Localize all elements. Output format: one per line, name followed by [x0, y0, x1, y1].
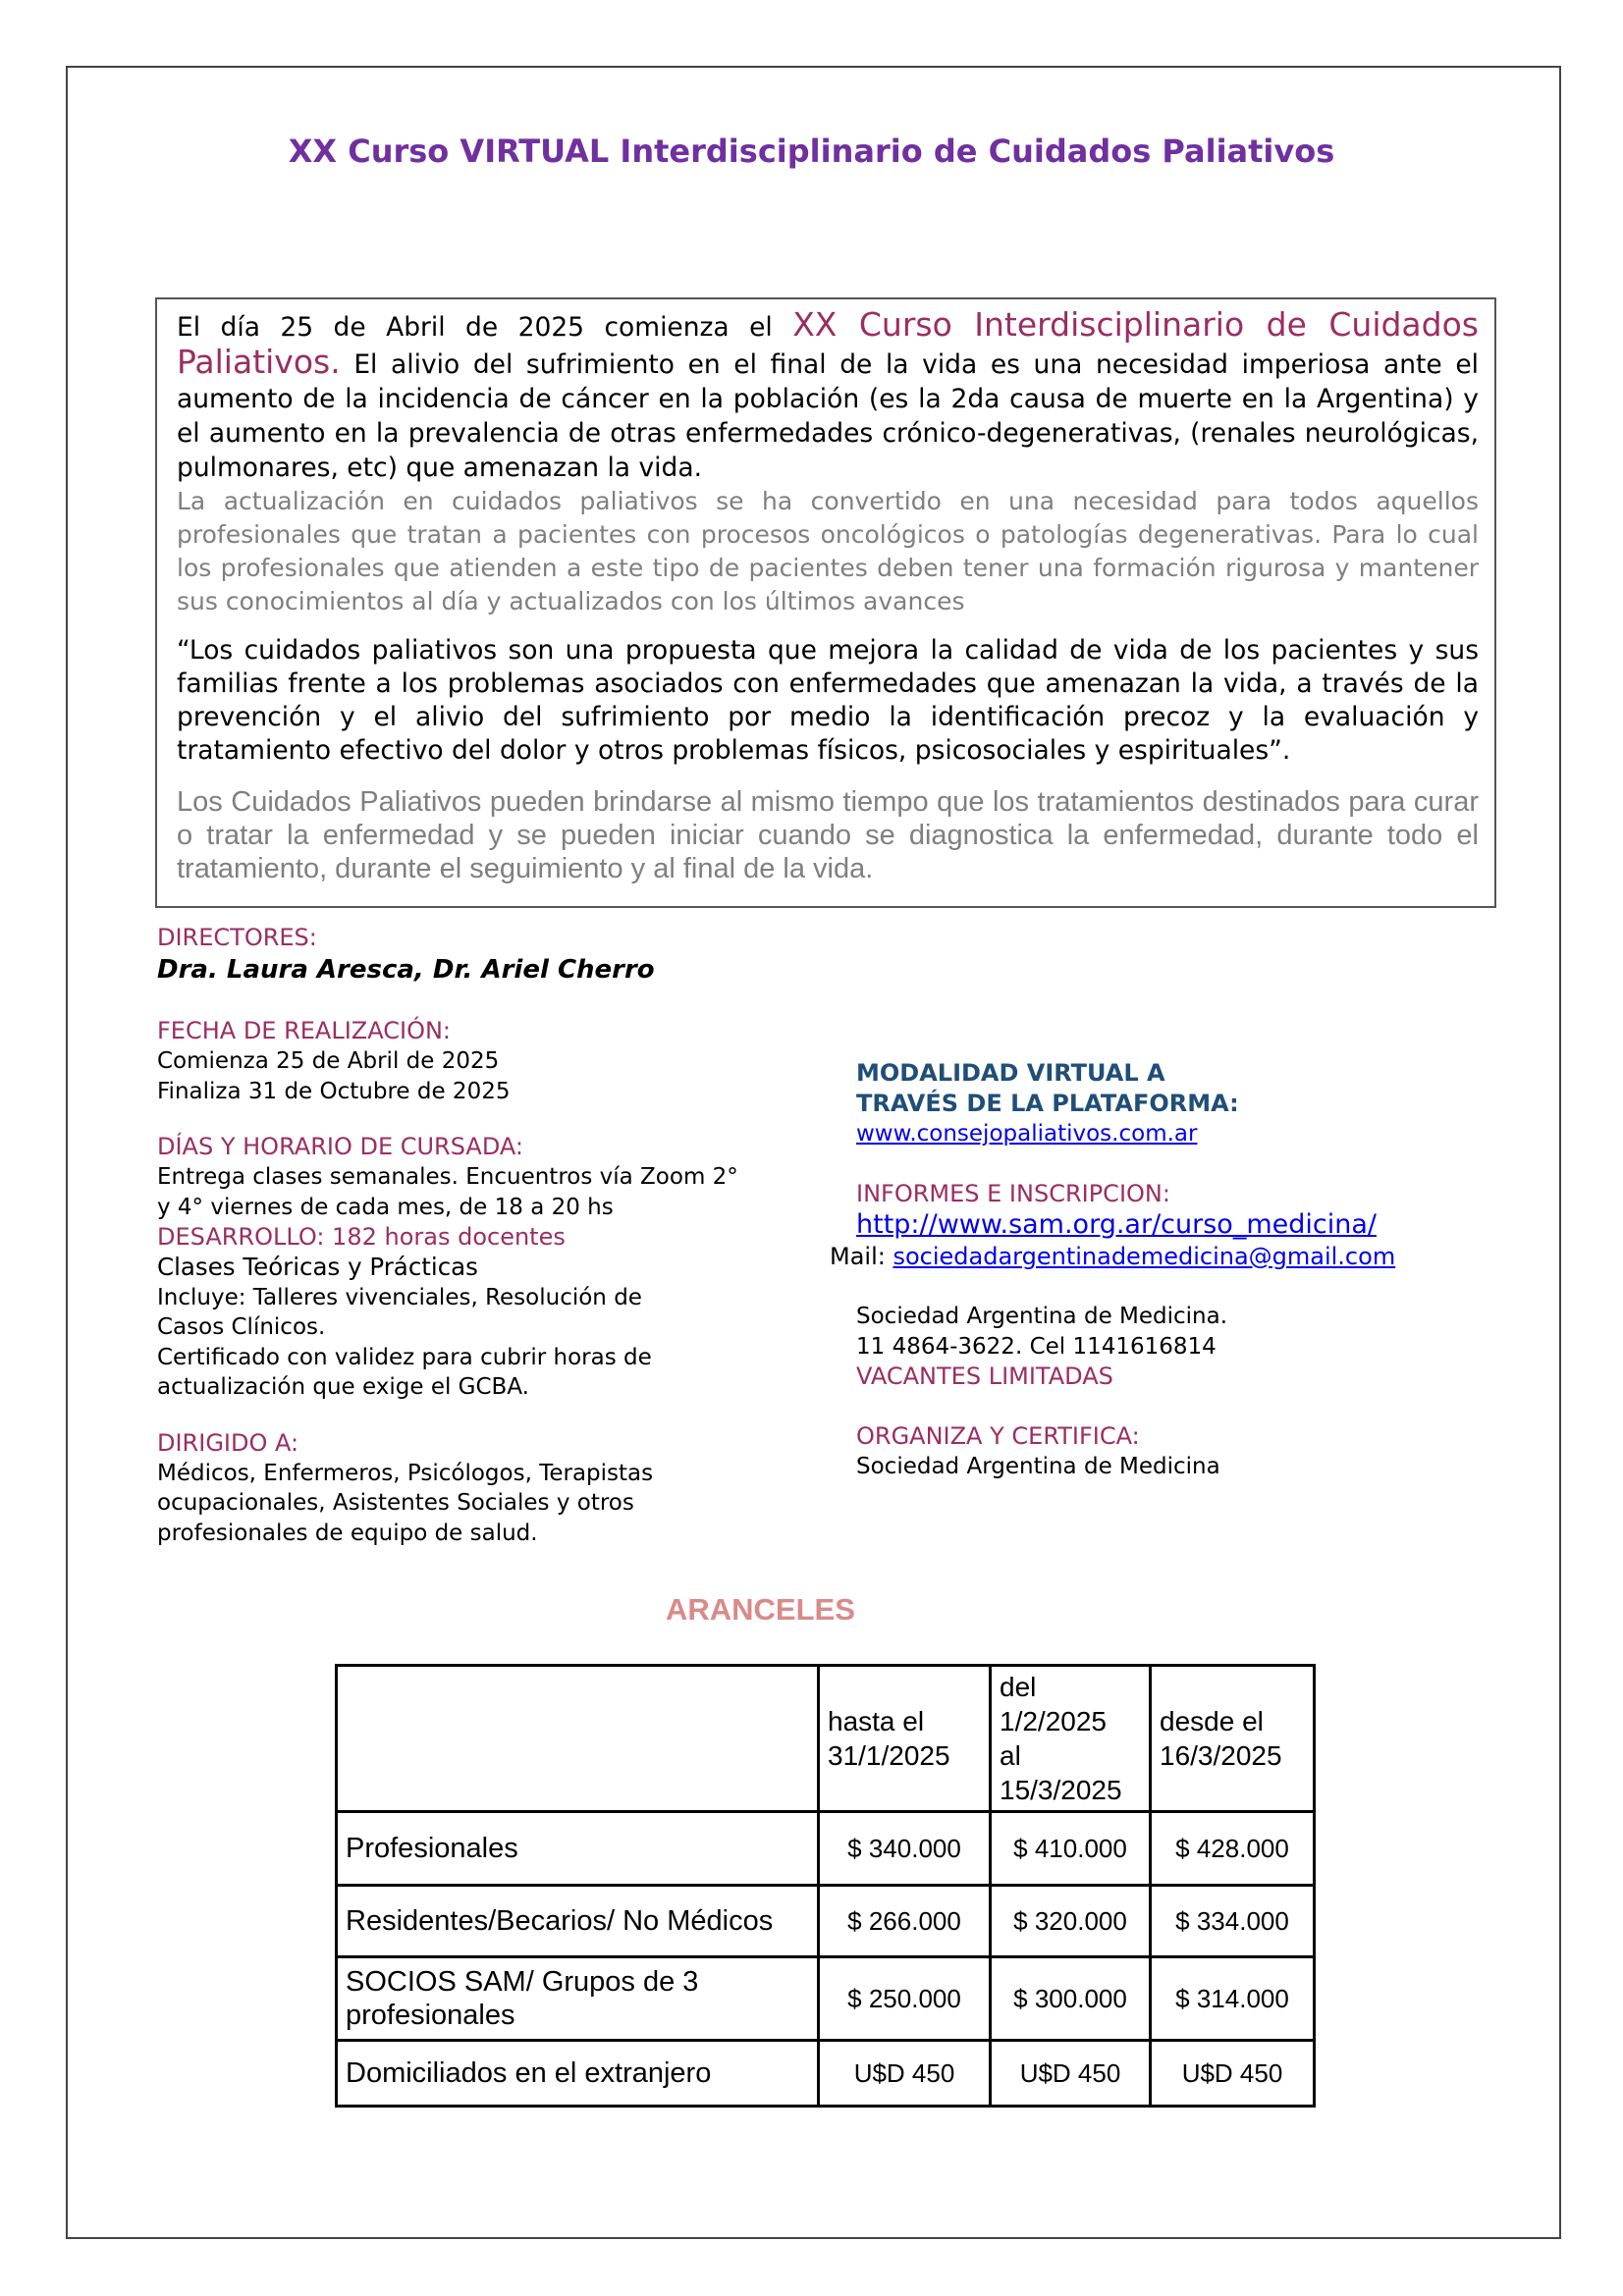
- mail-prefix: Mail:: [830, 1243, 893, 1270]
- modalidad-heading: MODALIDAD VIRTUAL A: [856, 1059, 1165, 1087]
- intro-p1-rest: El alivio del sufrimiento en el final de la vida es una necesidad imperiosa ante el aumento de la incidencia de cáncer en la población (es la 2da causa de muerte en la Argentina) y el aumento en la prevalencia de otras enfermedades crónico-degenerativas, (renales neurológicas, pulmonares, etc) que amenazan la vida.: [177, 349, 1479, 483]
- fecha-label: FECHA DE REALIZACIÓN:: [157, 1017, 452, 1044]
- intro-paragraph-4: Los Cuidados Paliativos pueden brindarse al mismo tiempo que los tratamientos destinados para curar o tratar la enfermedad y se pueden iniciar cuando se diagnostica la enfermedad, durante todo el tratamiento, durante el seguimiento y al final de la vida.: [177, 786, 1479, 884]
- row-label-line: profesionales: [346, 2000, 515, 2031]
- desarrollo-line: Incluye: Talleres vivenciales, Resolución de: [157, 1284, 642, 1310]
- dias-label: DÍAS Y HORARIO DE CURSADA:: [157, 1133, 523, 1160]
- table-row: [337, 1812, 1315, 1886]
- header-line: al: [1000, 1740, 1021, 1771]
- dirigido-line: profesionales de equipo de salud.: [157, 1520, 538, 1546]
- header-line: desde el: [1160, 1706, 1264, 1736]
- dirigido-line: Médicos, Enfermeros, Psicólogos, Terapistas: [157, 1460, 654, 1486]
- fee-value: $ 266.000: [819, 1886, 991, 1957]
- table-header-cell: [1151, 1666, 1315, 1812]
- row-label-line: SOCIOS SAM/ Grupos de 3: [346, 1966, 699, 1998]
- header-line: 15/3/2025: [1000, 1775, 1122, 1805]
- table-row: [337, 1957, 1315, 2041]
- organiza-label: ORGANIZA Y CERTIFICA:: [856, 1422, 1140, 1450]
- fecha-line: Finaliza 31 de Octubre de 2025: [157, 1078, 511, 1104]
- directors-names: Dra. Laura Aresca, Dr. Ariel Cherro: [157, 955, 655, 985]
- platform-link[interactable]: www.consejopaliativos.com.ar: [856, 1121, 1198, 1147]
- desarrollo-line: Casos Clínicos.: [157, 1314, 326, 1340]
- right-column: [830, 1058, 1504, 1482]
- dirigido-label: DIRIGIDO A:: [157, 1428, 299, 1457]
- mail-line: [830, 1241, 1504, 1272]
- fee-value: $ 300.000: [991, 1957, 1151, 2041]
- sociedad-line: 11 4864-3622. Cel 1141616814: [856, 1333, 1217, 1360]
- fecha-line: Comienza 25 de Abril de 2025: [157, 1048, 500, 1074]
- header-line: del: [1000, 1672, 1037, 1702]
- fee-value: $ 410.000: [991, 1812, 1151, 1886]
- fee-value: $ 340.000: [819, 1812, 991, 1886]
- modalidad-heading: TRAVÉS DE LA PLATAFORMA:: [856, 1090, 1239, 1117]
- header-line: 1/2/2025: [1000, 1706, 1107, 1736]
- fee-value: $ 250.000: [819, 1957, 991, 2041]
- table-header-empty: [337, 1666, 819, 1812]
- desarrollo-line: actualización que exige el GCBA.: [157, 1374, 529, 1400]
- fee-value: $ 428.000: [1151, 1812, 1315, 1886]
- fee-value: $ 334.000: [1151, 1886, 1315, 1957]
- informes-label: INFORMES E INSCRIPCION:: [856, 1179, 1170, 1207]
- row-label: [337, 1957, 819, 2041]
- desarrollo-label: DESARROLLO: 182 horas docentes: [157, 1223, 566, 1251]
- table-header-row: [337, 1666, 1315, 1812]
- sociedad-line: Sociedad Argentina de Medicina.: [856, 1304, 1228, 1329]
- intro-paragraph-1: [177, 307, 1479, 485]
- intro-paragraph-3: “Los cuidados paliativos son una propuesta que mejora la calidad de vida de los pacientes y sus familias frente a los problemas asociados con enfermedades que amenazan la vida, a través de la prevención y el alivio del sufrimiento por medio la identificación precoz y la evaluación y tratamiento efectivo del dolor y otros problemas físicos, psicosociales y espirituales”.: [177, 635, 1479, 766]
- table-header-cell: [991, 1666, 1151, 1812]
- row-label: Profesionales: [337, 1812, 819, 1886]
- fee-value: $ 314.000: [1151, 1957, 1315, 2041]
- fee-value: U$D 450: [819, 2041, 991, 2107]
- mail-link[interactable]: sociedadargentinademedicina@gmail.com: [893, 1243, 1396, 1270]
- table-header-cell: [819, 1666, 991, 1812]
- fee-value: U$D 450: [1151, 2041, 1315, 2107]
- intro-box: [155, 297, 1496, 908]
- dias-line: y 4° viernes de cada mes, de 18 a 20 hs: [157, 1194, 614, 1220]
- table-row: [337, 2041, 1315, 2107]
- dirigido-line: ocupacionales, Asistentes Sociales y otros: [157, 1490, 634, 1516]
- header-line: hasta el: [828, 1706, 925, 1736]
- document-title: XX Curso VIRTUAL Interdisciplinario de Cuidados Paliativos: [288, 133, 1335, 170]
- intro-paragraph-2: La actualización en cuidados paliativos se ha convertido en una necesidad para todos aquellos profesionales que tratan a pacientes con procesos oncológicos o patologías degenerativas. Para lo cual los profesionales que atienden a este tipo de pacientes deben tener una formación rigurosa y mantener sus conocimientos al día y actualizados con los últimos avances: [177, 487, 1479, 615]
- vacantes-label: VACANTES LIMITADAS: [856, 1362, 1113, 1390]
- directors-label: DIRECTORES:: [157, 924, 317, 951]
- organiza-value: Sociedad Argentina de Medicina: [856, 1454, 1220, 1479]
- table-row: [337, 1886, 1315, 1957]
- fee-value: U$D 450: [991, 2041, 1151, 2107]
- header-line: 16/3/2025: [1160, 1740, 1282, 1771]
- aranceles-title: ARANCELES: [666, 1592, 855, 1627]
- header-line: 31/1/2025: [828, 1740, 950, 1771]
- desarrollo-line: Certificado con validez para cubrir horas de: [157, 1344, 652, 1370]
- row-label: Residentes/Becarios/ No Médicos: [337, 1886, 819, 1957]
- fee-table: [335, 1664, 1316, 2108]
- left-column: [157, 923, 825, 1548]
- fee-value: $ 320.000: [991, 1886, 1151, 1957]
- registration-link[interactable]: http://www.sam.org.ar/curso_medicina/: [856, 1208, 1377, 1240]
- row-label: Domiciliados en el extranjero: [337, 2041, 819, 2107]
- desarrollo-main: Clases Teóricas y Prácticas: [157, 1253, 478, 1281]
- course-name-highlight: XX Curso Interdisciplinario de Cuidados Paliativos.: [177, 305, 1479, 381]
- dias-line: Entrega clases semanales. Encuentros vía Zoom 2°: [157, 1164, 738, 1190]
- intro-p1-start: El día 25 de Abril de 2025 comienza el: [177, 312, 793, 343]
